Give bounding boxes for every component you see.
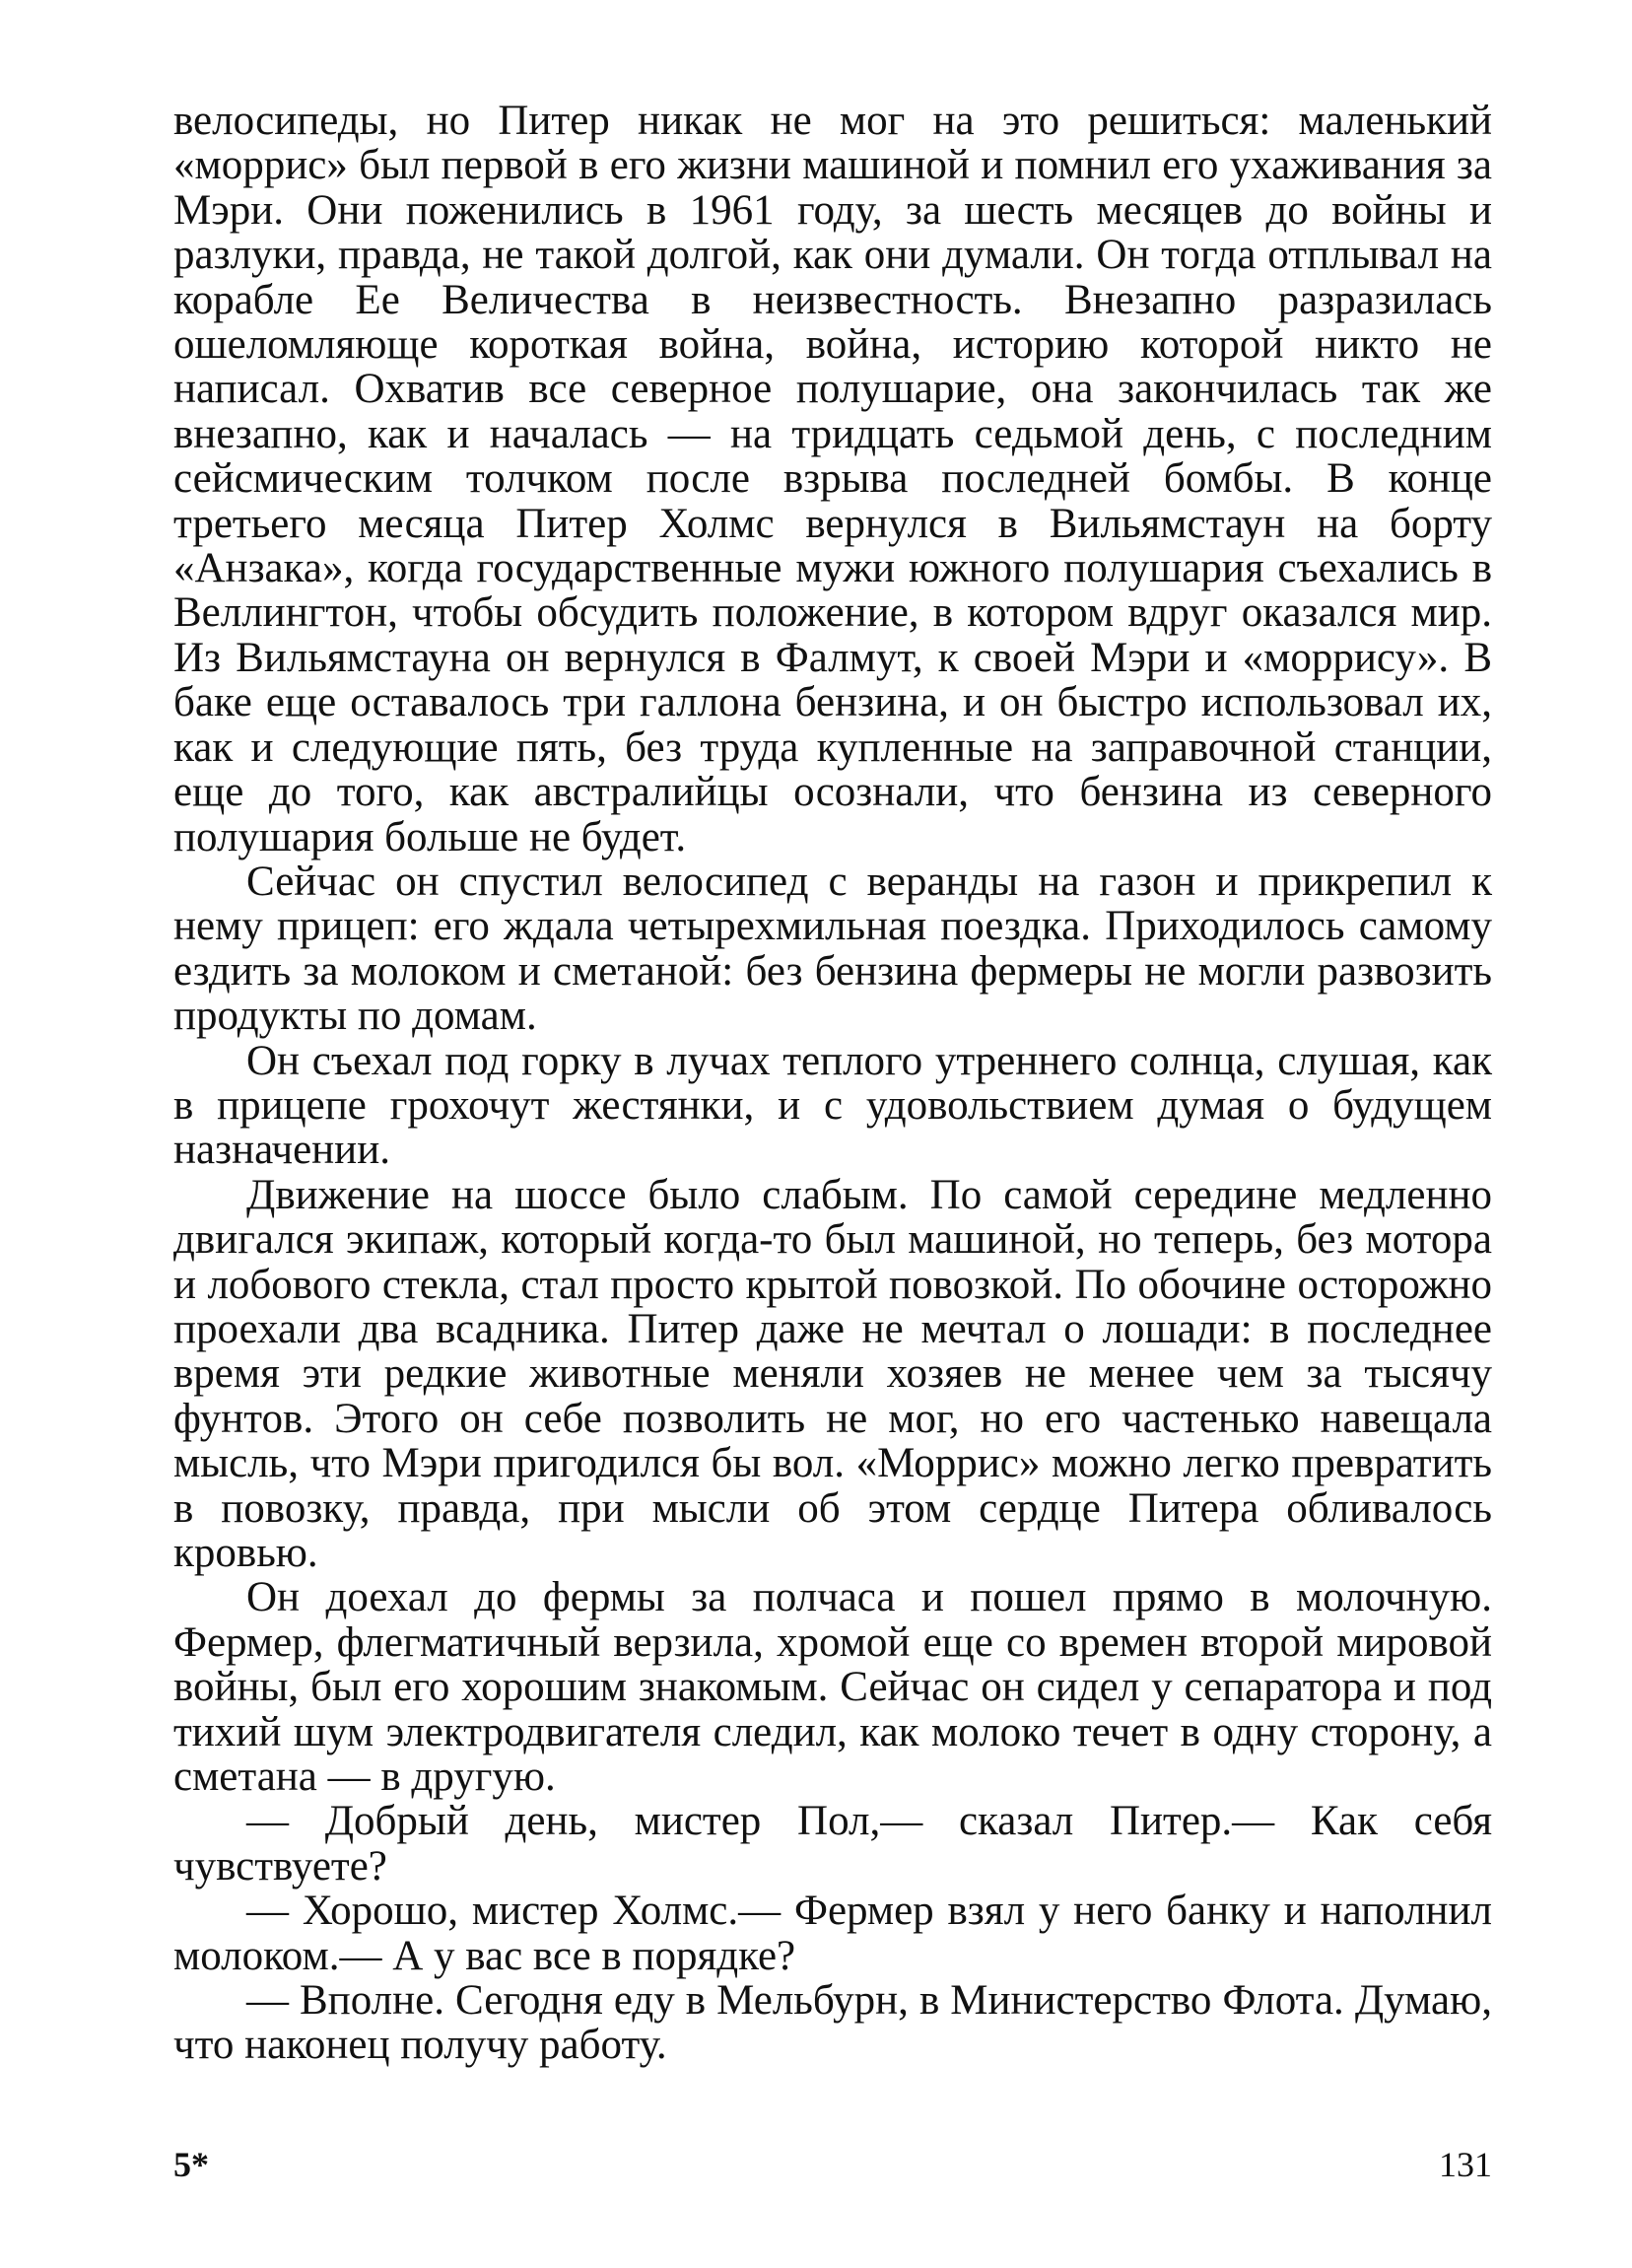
dialogue-line: — Добрый день, мистер Пол,— сказал Питер.— Как себя чувствуете?: [173, 1798, 1492, 1890]
paragraph: Движение на шоссе было слабым. По самой середине медленно двигался экипаж, который когда-то был машиной, но теперь, без мотора и лобового стекла, стал просто крытой повозкой. По обочине осторожно проехали два всадника. Питер даже не мечтал о лошади: в последнее время эти редкие животные меняли хозяев не менее чем за тысячу фунтов. Этого он себе позволить не мог, но его частенько навещала мысль, что Мэри пригодился бы вол. «Моррис» можно легко превратить в повозку, правда, при мысли об этом сердце Питера обливалось кровью.: [173, 1171, 1492, 1576]
paragraph: Сейчас он спустил велосипед с веранды на газон и прикрепил к нему прицеп: его ждала четырехмильная поездка. Приходилось самому ездить за молоком и сметаной: без бензина фермеры не могли развозить продукты по домам.: [173, 858, 1492, 1040]
dialogue-line: — Вполне. Сегодня еду в Мельбурн, в Министерство Флота. Думаю, что наконец получу работу.: [173, 1977, 1492, 2069]
body-text: [173, 99, 1492, 2068]
paragraph: Он съехал под горку в лучах теплого утреннего солнца, слушая, как в прицепе грохочут жестянки, и с удовольствием думая о будущем назначении.: [173, 1037, 1492, 1174]
paragraph-continued: велосипеды, но Питер никак не мог на это решиться: маленький «моррис» был первой в его жизни машиной и помнил его ухаживания за Мэри. Они поженились в 1961 году, за шесть месяцев до войны и разлуки, правда, не такой долгой, как они думали. Он тогда отплывал на корабле Ее Величества в неизвестность. Внезапно разразилась ошеломляюще короткая война, война, историю которой никто не написал. Охватив все северное полушарие, она закончилась так же внезапно, как и началась — на тридцать седьмой день, с последним сейсмическим толчком после взрыва последней бомбы. В конце третьего месяца Питер Холмс вернулся в Вильямстаун на борту «Анзака», когда государственные мужи южного полушария съехались в Веллингтон, чтобы обсудить положение, в котором вдруг оказался мир. Из Вильямстауна он вернулся в Фалмут, к своей Мэри и «моррису». В баке еще оставалось три галлона бензина, и он быстро использовал их, как и следующие пять, без труда купленные на заправочной станции, еще до того, как австралийцы осознали, что бензина из северного полушария больше не будет.: [173, 98, 1492, 860]
page-number: 131: [1439, 2145, 1492, 2184]
paragraph: Он доехал до фермы за полчаса и пошел прямо в молочную. Фермер, флегматичный верзила, хромой еще со времен второй мировой войны, был его хорошим знакомым. Сейчас он сидел у сепаратора и под тихий шум электродвигателя следил, как молоко течет в одну сторону, а сметана — в другую.: [173, 1574, 1492, 1801]
signature-mark: 5*: [173, 2145, 209, 2184]
dialogue-line: — Хорошо, мистер Холмс.— Фермер взял у него банку и наполнил молоком.— А у вас все в порядке?: [173, 1888, 1492, 1979]
book-page: [173, 99, 1492, 2208]
